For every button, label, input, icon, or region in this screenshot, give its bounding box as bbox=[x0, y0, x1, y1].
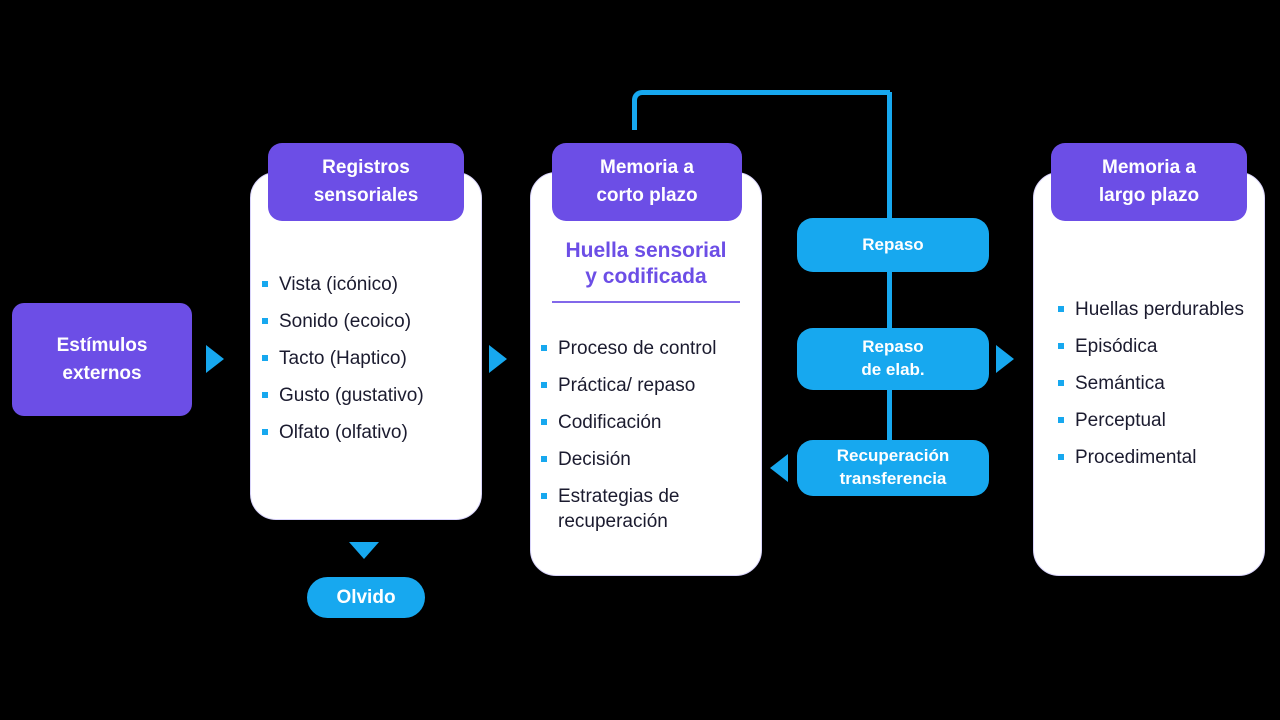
header-short-term-memory[interactable] bbox=[552, 143, 742, 221]
list-item: Práctica/ repaso bbox=[541, 373, 757, 398]
connector-elbow-top bbox=[632, 90, 890, 130]
node-stimuli[interactable] bbox=[12, 303, 192, 416]
node-recuperacion-line1: Recuperación bbox=[836, 446, 950, 466]
connector-repaso-to-elab bbox=[887, 270, 892, 328]
list-item: Codificación bbox=[541, 410, 757, 435]
node-repaso[interactable] bbox=[797, 218, 989, 272]
arrow-sensory-to-forgetting bbox=[349, 542, 379, 559]
node-forgetting[interactable] bbox=[307, 577, 425, 618]
node-stimuli-line2: externos bbox=[62, 362, 142, 384]
subtitle-line1: Huella sensorial bbox=[565, 239, 727, 262]
arrow-sensory-to-short-term bbox=[489, 345, 507, 373]
list-item: Proceso de control bbox=[541, 336, 757, 361]
list-item: Olfato (olfativo) bbox=[262, 420, 476, 445]
list-item: Episódica bbox=[1058, 334, 1258, 359]
list-item: Procedimental bbox=[1058, 445, 1258, 470]
list-item: Huellas perdurables bbox=[1058, 297, 1258, 322]
subtitle-short-term bbox=[530, 238, 762, 303]
list-sensory-items bbox=[262, 272, 476, 457]
list-item: Vista (icónico) bbox=[262, 272, 476, 297]
header-long-term-memory[interactable] bbox=[1051, 143, 1247, 221]
list-item: Sonido (ecoico) bbox=[262, 309, 476, 334]
node-stimuli-line1: Estímulos bbox=[56, 334, 148, 356]
list-short-term-items bbox=[541, 336, 757, 546]
list-item: Semántica bbox=[1058, 371, 1258, 396]
arrow-recuperacion-to-short-term bbox=[770, 454, 788, 482]
arrow-elab-to-long-term bbox=[996, 345, 1014, 373]
connector-elab-to-recuperacion bbox=[887, 388, 892, 443]
list-item: Perceptual bbox=[1058, 408, 1258, 433]
header-long-term-line2: largo plazo bbox=[1098, 185, 1200, 206]
node-recuperacion-line2: transferencia bbox=[839, 469, 947, 488]
node-recuperacion-transferencia[interactable] bbox=[797, 440, 989, 496]
header-short-term-line2: corto plazo bbox=[596, 185, 698, 206]
header-sensory-line2: sensoriales bbox=[313, 185, 419, 206]
node-repaso-elab-line2: de elab. bbox=[861, 360, 925, 379]
subtitle-line2: y codificada bbox=[585, 265, 707, 289]
header-sensory-line1: Registros bbox=[322, 157, 410, 179]
header-short-term-line1: Memoria a bbox=[600, 157, 694, 179]
list-item: Decisión bbox=[541, 447, 757, 472]
node-forgetting-label: Olvido bbox=[336, 586, 396, 608]
connector-repaso-top-stem bbox=[887, 92, 892, 218]
node-repaso-elab-line1: Repaso bbox=[862, 337, 924, 357]
list-item: Estrategias de recuperación bbox=[541, 484, 757, 534]
subtitle-divider bbox=[552, 301, 740, 303]
arrow-stimuli-to-sensory bbox=[206, 345, 224, 373]
header-long-term-line1: Memoria a bbox=[1102, 157, 1196, 179]
list-item: Tacto (Haptico) bbox=[262, 346, 476, 371]
header-sensory-registers[interactable] bbox=[268, 143, 464, 221]
node-repaso-line1: Repaso bbox=[862, 234, 924, 254]
list-item: Gusto (gustativo) bbox=[262, 383, 476, 408]
list-long-term-items bbox=[1058, 297, 1258, 482]
node-repaso-elaboracion[interactable] bbox=[797, 328, 989, 390]
